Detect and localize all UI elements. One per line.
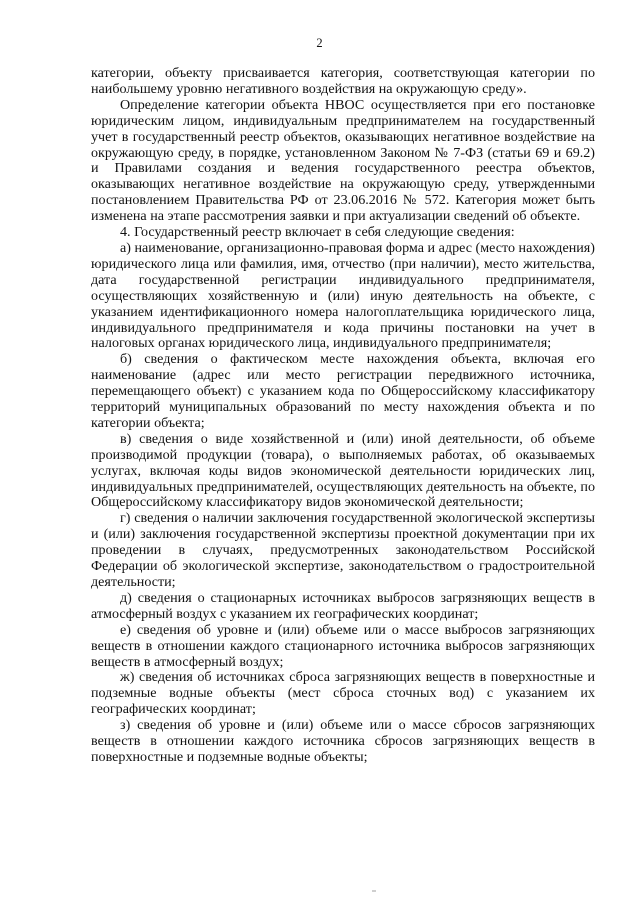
paragraph-category-definition: Определение категории объекта НВОС осуществляется при его постановке юридическим лицом, индивидуальным предпринимателем на государственный учет в государственный реестр объектов, оказывающих негативное воздействие на окружающую среду, в порядке, установленном Законом № 7-ФЗ (статьи 69 и 69.2) и Правилами создания и ведения государственного реестра объектов, оказывающих негативное воздействие на окружающую среду, утвержденными постановлением Правительства РФ от 23.06.2016 № 572. Категория может быть изменена на этапе рассмотрения заявки и при актуализации сведений об объекте. (91, 96, 595, 225)
paragraph-registry-intro: 4. Государственный реестр включает в себя следующие сведения: (120, 224, 515, 241)
paragraph-item-v: в) сведения о виде хозяйственной и (или) иной деятельности, об объеме производимой продукции (товара), о выполняемых работах, об оказываемых услугах, включая коды видов экономической деятельности юридических лиц, индивидуальных предпринимателей, осуществляющих деятельность на объекте, по Общероссийскому классификатору видов экономической деятельности; (91, 430, 595, 511)
paragraph-continuation: категории, объекту присваивается категория, соответствующая категории по наибольшему уровню негативного воздействия на окружающую среду». (91, 65, 595, 97)
paragraph-item-g: г) сведения о наличии заключения государственной экологической экспертизы и (или) заключения государственной экспертизы проектной документации при их проведении в случаях, предусмотренных законодательством Российской Федерации об экологической экспертизе, законодательством о градостроительной деятельности; (91, 510, 595, 590)
paragraph-item-e: е) сведения об уровне и (или) объеме или о массе выбросов загрязняющих веществ в отношении каждого стационарного источника выбросов загрязняющих веществ в атмосферный воздух; (91, 621, 595, 670)
scan-mark (372, 890, 376, 892)
document-body (91, 66, 595, 766)
paragraph-item-d: д) сведения о стационарных источниках выбросов загрязняющих веществ в атмосферный воздух с указанием их географических координат; (91, 589, 595, 622)
paragraph-item-z: з) сведения об уровне и (или) объеме или о массе сбросов загрязняющих веществ в отношении каждого источника сбросов загрязняющих веществ в поверхностные и подземные водные объекты; (91, 717, 595, 765)
paragraph-item-zh: ж) сведения об источниках сброса загрязняющих веществ в поверхностные и подземные водные объекты (мест сброса сточных вод) с указанием их географических координат; (91, 669, 595, 718)
paragraph-item-a: а) наименование, организационно-правовая форма и адрес (место нахождения) юридического лица или фамилия, имя, отчество (при наличии), место жительства, дата государственной регистрации индивидуального предпринимателя, осуществляющих хозяйственную и (или) иную деятельность на объекте, с указанием идентификационного номера налогоплательщика юридического лица, индивидуального предпринимателя и кода причины постановки на учет в налоговых органах юридического лица, индивидуального предпринимателя; (91, 239, 595, 352)
page-number: 2 (316, 36, 323, 50)
paragraph-item-b: б) сведения о фактическом месте нахождения объекта, включая его наименование (адрес или место регистрации передвижного источника, перемещающего объект) с указанием кода по Общероссийскому классификатору территорий муниципальных образований по месту нахождения объекта и по категории объекта; (91, 351, 595, 431)
